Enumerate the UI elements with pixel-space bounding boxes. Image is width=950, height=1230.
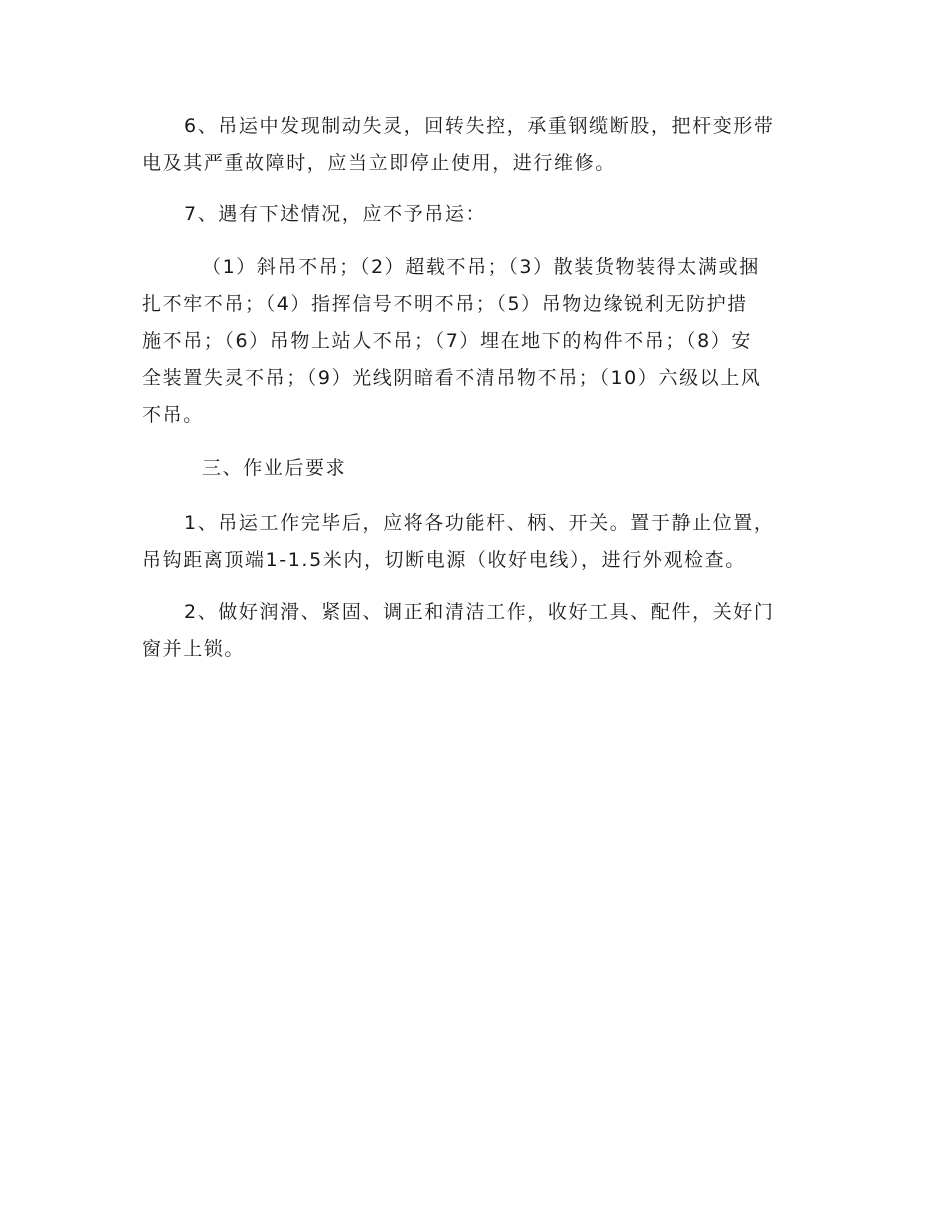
section-heading-3 — [142, 450, 806, 487]
text-line: 6、吊运中发现制动失灵，回转失控，承重钢缆断股，把杆变形带 — [184, 115, 775, 137]
text-line: 电及其严重故障时，应当立即停止使用，进行维修。 — [142, 152, 616, 174]
text-line: （1）斜吊不吊；（2）超载不吊；（3）散装货物装得太满或捆 — [202, 256, 760, 278]
text-line: 1、吊运工作完毕后，应将各功能杆、柄、开关。置于静止位置， — [184, 512, 775, 534]
paragraph-after-1 — [142, 505, 806, 579]
text-line: 施不吊；（6）吊物上站人不吊；（7）埋在地下的构件不吊；（8）安 — [142, 330, 752, 352]
text-line: 2、做好润滑、紧固、调正和清洁工作，收好工具、配件，关好门 — [184, 601, 775, 623]
text-line: 不吊。 — [142, 404, 204, 426]
text-line: 窗并上锁。 — [142, 638, 246, 660]
paragraph-after-2 — [142, 594, 806, 668]
section-title: 三、作业后要求 — [202, 457, 347, 479]
text-line: 吊钩距离顶端1-1.5米内，切断电源（收好电线），进行外观检查。 — [142, 549, 746, 571]
paragraph-conditions-list — [142, 249, 806, 434]
text-line: 扎不牢不吊；（4）指挥信号不明不吊；（5）吊物边缘锐利无防护措 — [142, 293, 748, 315]
text-line: 全装置失灵不吊；（9）光线阴暗看不清吊物不吊；（10）六级以上风 — [142, 367, 762, 389]
paragraph-item-6 — [142, 108, 806, 182]
paragraph-item-7 — [142, 196, 806, 233]
text-line: 7、遇有下述情况，应不予吊运： — [184, 203, 487, 225]
